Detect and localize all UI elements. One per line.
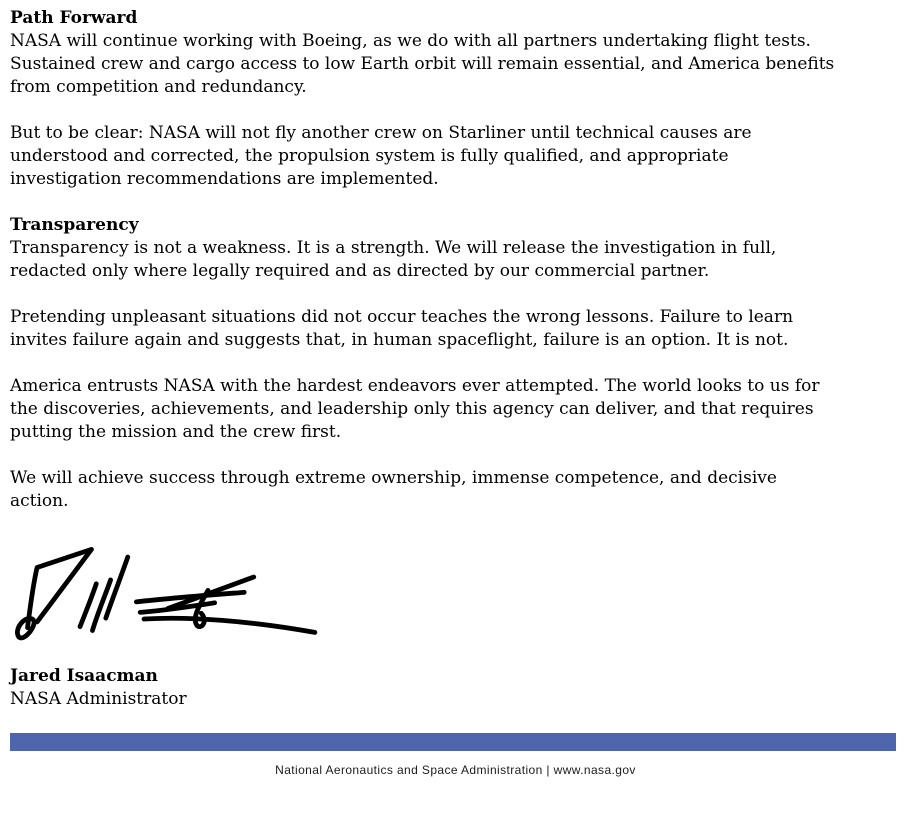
text-line: the discoveries, achievements, and leadership only this agency can deliver, and that requires: [10, 399, 814, 419]
signature-image: [10, 536, 320, 641]
text-line: Transparency is not a weakness. It is a strength. We will release the investigation in full,: [10, 238, 777, 258]
section-heading-transparency: Transparency: [10, 215, 139, 235]
text-line: But to be clear: NASA will not fly another crew on Starliner until technical causes are: [10, 123, 752, 143]
text-line: NASA will continue working with Boeing, as we do with all partners undertaking flight tests.: [10, 31, 811, 51]
text-line: We will achieve success through extreme ownership, immense competence, and decisive: [10, 468, 777, 488]
text-line: invites failure again and suggests that, in human spaceflight, failure is an option. It is not.: [10, 330, 789, 350]
text-line: investigation recommendations are implemented.: [10, 169, 439, 189]
footer-text: National Aeronautics and Space Administration | www.nasa.gov: [275, 763, 636, 777]
text-line: America entrusts NASA with the hardest endeavors ever attempted. The world looks to us for: [10, 376, 820, 396]
text-line: putting the mission and the crew first.: [10, 422, 342, 442]
signatory-title: NASA Administrator: [10, 689, 187, 709]
text-line: redacted only where legally required and as directed by our commercial partner.: [10, 261, 710, 281]
paragraph: [10, 122, 901, 191]
paragraph: [10, 375, 901, 444]
paragraph: [10, 467, 901, 513]
text-line: action.: [10, 491, 69, 511]
paragraph: [10, 306, 901, 352]
text-line: Pretending unpleasant situations did not occur teaches the wrong lessons. Failure to learn: [10, 307, 794, 327]
paragraph: [10, 237, 901, 283]
text-line: understood and corrected, the propulsion system is fully qualified, and appropriate: [10, 146, 729, 166]
signature-stroke: [144, 618, 315, 632]
footer-bar: [10, 733, 896, 751]
text-line: from competition and redundancy.: [10, 77, 307, 97]
paragraph: [10, 30, 901, 99]
text-line: Sustained crew and cargo access to low Earth orbit will remain essential, and America benefits: [10, 54, 835, 74]
signatory-name: Jared Isaacman: [10, 666, 158, 686]
section-heading-path-forward: Path Forward: [10, 8, 138, 28]
